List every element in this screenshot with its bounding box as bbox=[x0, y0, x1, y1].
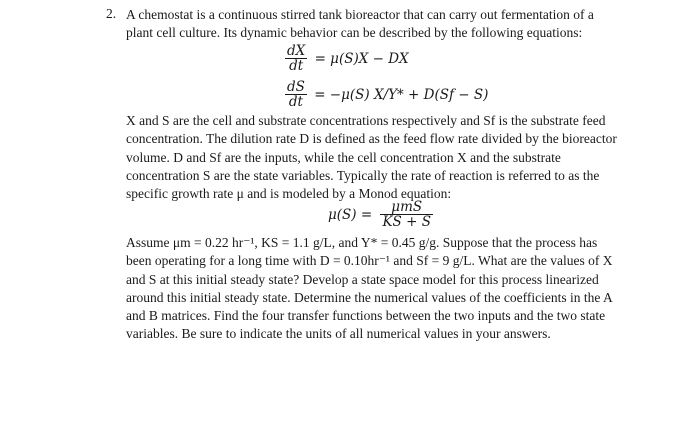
fraction-numerator: μmS bbox=[380, 200, 432, 215]
paragraph-definitions: X and S are the cell and substrate concentrations respectively and Sf is the substrate feed concentration. The dilution rate D is defined as the feed flow rate divided by the bioreactor volume. D and Sf are the inputs, while the cell concentration X and the substrate concentration S are the state variables. Typically the rate of reaction is referred to as the specific growth rate μ and is modeled by a Monod equation: bbox=[126, 113, 617, 202]
fraction-dxdt bbox=[285, 44, 307, 73]
equation-rhs: = μ(S)X − DX bbox=[314, 50, 409, 67]
question-number: 2. bbox=[106, 6, 117, 21]
intro-line-1: A chemostat is a continuous stirred tank bioreactor that can carry out fermentation of a bbox=[126, 7, 594, 22]
intro-line-2: plant cell culture. Its dynamic behavior can be described by the following equations: bbox=[126, 25, 583, 40]
equation-rhs: = −μ(S) X/Y* + D(Sf − S) bbox=[314, 86, 489, 103]
fraction-numerator: dX bbox=[287, 43, 306, 59]
fraction-denominator: KS + S bbox=[382, 214, 431, 230]
paragraph-problem: Assume μm = 0.22 hr⁻¹, KS = 1.1 g/L, and Y* = 0.45 g/g. Suppose that the process has been operating for a long time with D = 0.10hr⁻¹ and Sf = 9 g/L. What are the values of X and S at this initial steady state? Develop a state space model for this process linearized around this initial steady state. Determine the numerical values of the coefficients in the A and B matrices. Find the four transfer functions between the two inputs and the two state variables. Be sure to indicate the units of all numerical values in your answers. bbox=[126, 235, 613, 342]
equation-monod bbox=[328, 200, 433, 229]
monod-lhs: μ(S) = bbox=[328, 206, 373, 223]
fraction-dsdt bbox=[285, 80, 307, 109]
equation-dxdt bbox=[285, 44, 409, 73]
fraction-monod bbox=[380, 200, 432, 229]
fraction-numerator: dS bbox=[287, 79, 305, 95]
fraction-denominator: dt bbox=[288, 94, 303, 110]
fraction-denominator: dt bbox=[289, 58, 304, 74]
equation-dsdt bbox=[285, 80, 488, 109]
